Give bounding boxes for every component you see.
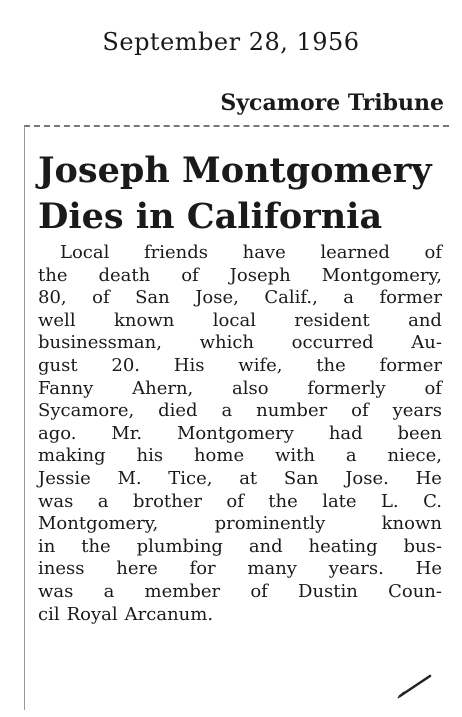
headline-line: Joseph Montgomery [38, 150, 432, 191]
article-line [38, 355, 442, 378]
article-word: iness [38, 558, 85, 580]
article-word: Joseph [229, 264, 291, 286]
article-word: Fanny [38, 377, 94, 399]
article-word: cil [38, 603, 60, 625]
article-word: years [392, 400, 442, 422]
article-word: Ahern, [132, 377, 194, 399]
article-line [38, 378, 442, 401]
article-word: heating [308, 535, 378, 557]
article-word: niece, [387, 445, 442, 467]
article-word: Tice, [168, 467, 213, 489]
article-word: L. [380, 490, 399, 512]
article-line [38, 242, 442, 265]
headline [38, 148, 438, 240]
article-line [38, 423, 442, 446]
clipping-date: September 28, 1956 [102, 28, 360, 56]
article-line [38, 332, 442, 355]
article-line [38, 536, 442, 559]
article-word: plumbing [136, 535, 223, 557]
article-word: Calif., [264, 287, 318, 309]
article-line [38, 265, 442, 288]
article-word: the [316, 354, 346, 376]
article-word: at [239, 467, 258, 489]
article-word: Jose. [345, 467, 389, 489]
article-word: had [328, 422, 363, 444]
article-word: a [221, 400, 233, 422]
article-word: here [116, 558, 158, 580]
article-word: Jose, [195, 287, 239, 309]
article-word: the [38, 264, 68, 286]
article-word: M. [117, 467, 142, 489]
article-word: resident [294, 309, 370, 331]
article-word: Coun- [388, 580, 442, 602]
article-word: 20. [111, 354, 141, 376]
article-line [38, 604, 442, 627]
article-word: wife, [238, 354, 283, 376]
article-line [38, 468, 442, 491]
article-word: Local [60, 242, 110, 263]
article-word: of [226, 490, 244, 512]
article-word: the [81, 535, 111, 557]
article-word: have [242, 242, 286, 263]
article-line [38, 287, 442, 310]
article-word: Mr. [111, 422, 143, 444]
article-word: many [247, 558, 297, 580]
article-word: a [97, 490, 109, 512]
article-word: He [415, 558, 442, 580]
article-word: Sycamore, [38, 400, 135, 422]
article-word: years. [328, 558, 384, 580]
article-word: his [136, 445, 164, 467]
article-word: learned [320, 242, 390, 263]
article-word: Montgomery, [321, 264, 442, 286]
article-word: businessman, [38, 332, 162, 354]
article-word: He [415, 467, 442, 489]
article-word: which [199, 332, 255, 354]
newspaper-name: Sycamore Tribune [220, 90, 444, 116]
article-word: Au- [411, 332, 442, 354]
article-word: known [114, 309, 175, 331]
article-word: home [193, 445, 245, 467]
pen-mark-icon [396, 670, 436, 700]
article-word: C. [423, 490, 442, 512]
article-word: well [38, 309, 76, 331]
article-word: formerly [307, 377, 386, 399]
article-word: number [256, 400, 328, 422]
article-word: Montgomery [177, 422, 294, 444]
article-line [38, 581, 442, 604]
article-word: late [322, 490, 357, 512]
article-word: former [379, 287, 442, 309]
article-body [38, 242, 442, 626]
article-line [38, 491, 442, 514]
article-word: former [379, 354, 442, 376]
article-word: a [343, 287, 355, 309]
article-word: 80, [38, 287, 67, 309]
article-word: prominently [214, 513, 326, 535]
article-word: death [98, 264, 151, 286]
article-word: of [351, 400, 369, 422]
headline-line: Dies in California [38, 196, 383, 237]
article-word: was [38, 580, 74, 602]
article-word: of [424, 377, 442, 399]
article-word: the [268, 490, 298, 512]
article-line [38, 558, 442, 581]
article-word: Dustin [298, 580, 358, 602]
article-word: of [92, 287, 110, 309]
article-word: His [173, 354, 205, 376]
article-word: and [248, 535, 283, 557]
article-word: brother [132, 490, 202, 512]
article-word: Montgomery, [38, 513, 159, 535]
article-line [38, 513, 442, 536]
article-word: Jessie [38, 467, 91, 489]
article-word: bus- [403, 535, 442, 557]
article-line [38, 400, 442, 423]
article-word: in [38, 535, 56, 557]
article-word: occurred [291, 332, 374, 354]
article-word: San [135, 287, 170, 309]
article-word: a [103, 580, 115, 602]
article-word: gust [38, 354, 78, 376]
article-word: of [424, 242, 442, 263]
article-word: San [283, 467, 319, 489]
article-word: of [250, 580, 268, 602]
article-line [38, 445, 442, 468]
article-word: for [189, 558, 216, 580]
article-word: making [38, 445, 106, 467]
article-line [38, 310, 442, 333]
article-word: known [381, 513, 442, 535]
article-word: Arcanum. [124, 603, 214, 625]
article-word: of [181, 264, 199, 286]
article-word: been [397, 422, 442, 444]
article-word: also [232, 377, 269, 399]
article-word: and [408, 309, 442, 331]
article-word: Royal [66, 603, 118, 625]
article-word: local [212, 309, 256, 331]
article-word: with [275, 445, 316, 467]
article-word: was [38, 490, 74, 512]
article-word: died [158, 400, 198, 422]
article-word: a [345, 445, 357, 467]
article-word: friends [143, 242, 208, 263]
article-word: member [144, 580, 221, 602]
article-word: ago. [38, 422, 77, 444]
